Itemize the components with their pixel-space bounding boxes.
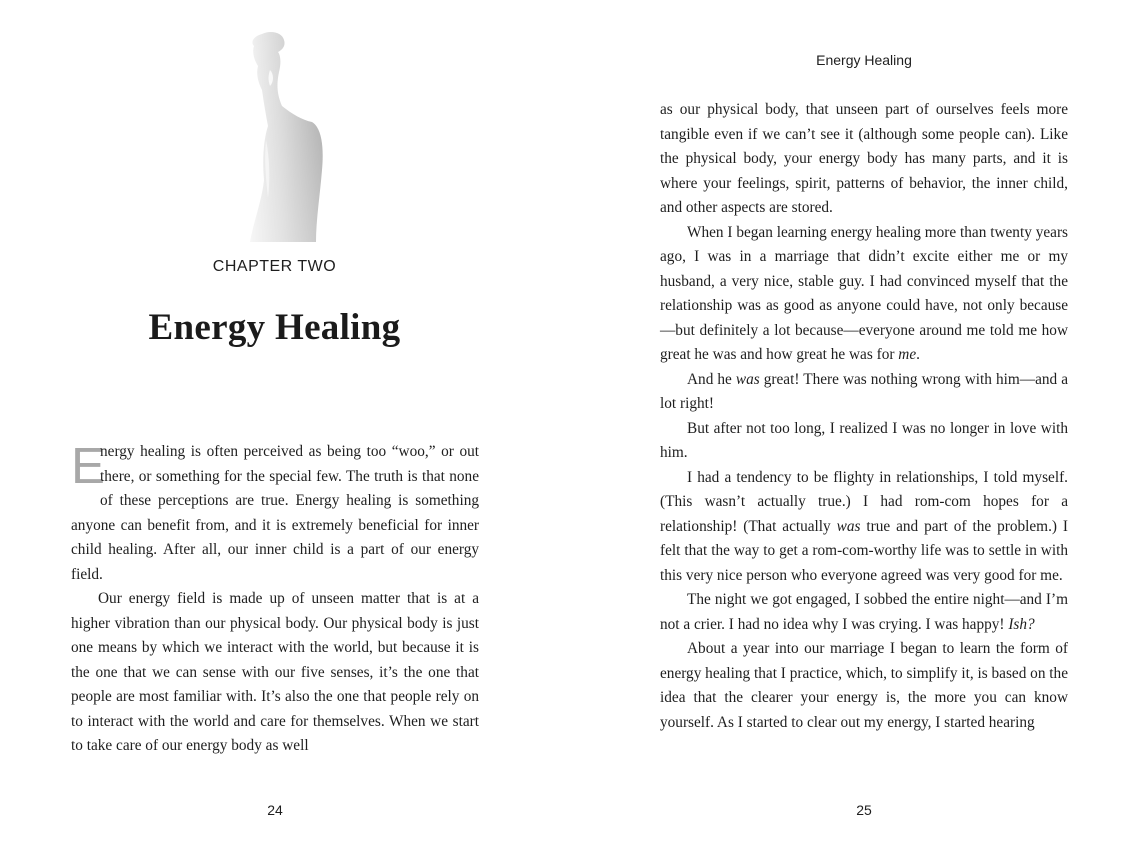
chapter-title: Energy Healing	[148, 307, 401, 348]
paragraph	[71, 437, 479, 587]
emphasis: me	[898, 346, 917, 363]
emphasis: Ish?	[1008, 615, 1035, 633]
paragraph	[660, 466, 1068, 589]
right-body-text	[660, 98, 1068, 735]
paragraph: Our energy field is made up of unseen matter that is at a higher vibration than our physical body. Our physical body is just one means by which we interact with the world, but because it is the one that we can sense with our five senses, it’s the one that people are most familiar with. It’s also the one that people rely on to interact with the world and care for themselves. When we start to take care of our energy body as well	[71, 590, 479, 754]
left-page	[0, 0, 569, 854]
paragraph-text: great! There was nothing wrong with him—and a lot right!	[660, 370, 1068, 412]
drop-cap-container	[71, 437, 106, 494]
chapter-label: CHAPTER TWO	[212, 258, 337, 275]
left-body-text	[71, 437, 479, 759]
drop-cap: E	[71, 437, 106, 494]
paragraph: as our physical body, that unseen part of ourselves feels more tangible even if we can’t see it (although some people can). Like the physical body, your energy body has many parts, and it is where your feelings, spirit, patterns of behavior, the inner child, and other aspects are stored.	[660, 101, 1068, 216]
paragraph-text: true and part of the problem.) I felt that the way to get a rom-com-worthy life was to settle in with this very nice person who everyone agreed was very good for me.	[660, 517, 1069, 584]
paragraph	[660, 368, 1068, 417]
paragraph: About a year into our marriage I began to learn the form of energy healing that I practice, which, to simplify it, is based on the idea that the clearer your energy is, the more you can know yourself. As I started to clear out my energy, I started hearing	[660, 640, 1068, 731]
page-number: 25	[856, 802, 872, 818]
paragraph	[660, 221, 1068, 368]
paragraph-text: And he	[687, 370, 736, 388]
running-head: Energy Healing	[816, 52, 912, 68]
paragraph-text: I had a tendency to be flighty in relationships, I told myself. (This wasn’t actually true.) I had rom-com hopes for a relationship! (That actually	[660, 468, 1068, 535]
paragraph-text: .	[916, 346, 920, 363]
page-number: 24	[267, 802, 283, 818]
paragraph	[660, 588, 1068, 637]
emphasis: was	[836, 517, 861, 535]
paragraph: But after not too long, I realized I was no longer in love with him.	[660, 419, 1068, 461]
paragraph-text: The night we got engaged, I sobbed the entire night—and I’m not a crier. I had no idea why I was crying. I was happy!	[660, 591, 1068, 633]
emphasis: was	[735, 370, 760, 388]
silhouette-illustration	[240, 30, 340, 242]
paragraph-text: nergy healing is often perceived as being too “woo,” or out there, or something for the special few. The truth is that none of these perceptions are true. Energy healing is something anyone can benefit from, and it is extremely beneficial for inner child healing. After all, our inner child is a part of our energy field.	[71, 443, 479, 583]
paragraph-text: When I began learning energy healing more than twenty years ago, I was in a marriage that didn’t excite either me or my husband, a very nice, stable guy. I had convinced myself that the relationship was as good as anyone could have, not only because—but definitely a lot because—everyone around me told me how great he was and how great he was for	[660, 223, 1068, 363]
right-page	[569, 0, 1139, 854]
